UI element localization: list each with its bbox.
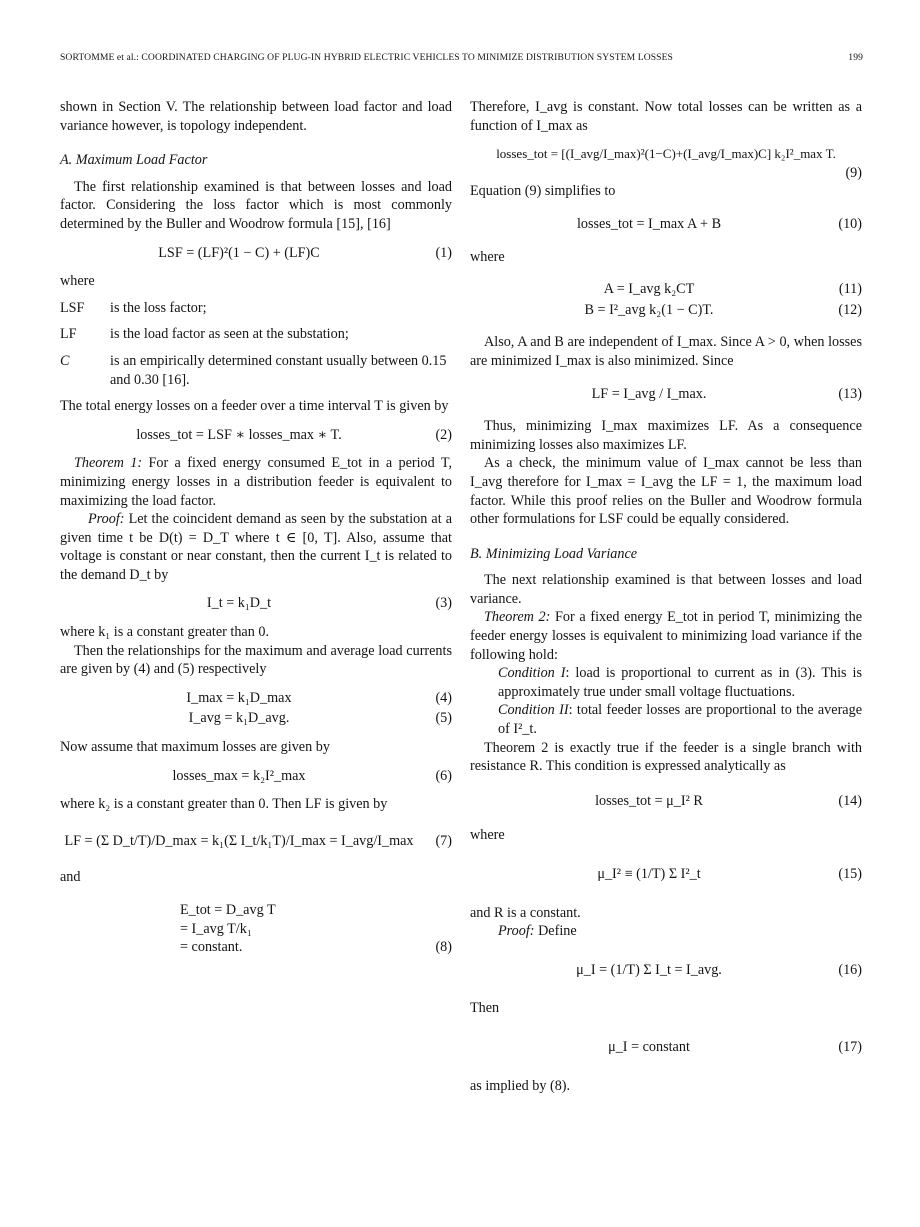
- paragraph: where: [470, 248, 505, 265]
- equation-number: (14): [838, 792, 862, 809]
- definition-term: C: [60, 352, 70, 369]
- paragraph: The first relationship examined is that between losses and load factor. Considering the loss factor which is most commonly determined by the Buller and Woodrow formula [15], [16]: [60, 178, 452, 232]
- equation-number: (17): [838, 1038, 862, 1055]
- equation-body: losses_tot = LSF ∗ losses_max ∗ T.: [136, 426, 342, 443]
- definition-text: is an empirically determined constant usually between 0.15 and 0.30 [16].: [110, 352, 447, 388]
- equation-11: [470, 280, 862, 299]
- condition-text: : total feeder losses are proportional to the average of I²_t.: [498, 702, 862, 738]
- equation-number: (6): [435, 767, 452, 784]
- page-number: 199: [848, 52, 863, 63]
- condition-1: [498, 664, 862, 701]
- equation-9: [470, 145, 862, 164]
- condition-label: Condition I: [498, 665, 566, 682]
- equation-body: I_max = k₁D_max: [186, 689, 292, 706]
- equation-number: (9): [845, 164, 862, 181]
- equation-number: (15): [838, 866, 862, 882]
- equation-16: [470, 961, 862, 980]
- theorem-text: For a fixed energy E_tot in period T, minimizing the feeder energy losses is equivalent to minimizing load variance if the following hold:: [470, 609, 863, 663]
- paragraph: Thus, minimizing I_max maximizes LF. As a consequence minimizing losses also maximizes LF.: [470, 418, 862, 453]
- equation-8: [60, 901, 452, 957]
- equation-number: (4): [435, 689, 452, 706]
- equation-body: LF = (Σ D_t/T)/D_max = k₁(Σ I_t/k₁T)/I_max = I_avg/I_max: [64, 832, 414, 849]
- equation-body: I_t = k₁D_t: [206, 595, 272, 612]
- equation-body: μ_I = constant: [608, 1038, 690, 1055]
- equation-body: B = I²_avg k₂(1 − C)T.: [584, 301, 714, 318]
- definition-item: [60, 325, 452, 344]
- equation-number: (16): [838, 961, 862, 978]
- condition-text: : load is proportional to current as in (3). This is approximately true under small voltage fluctuations.: [498, 665, 863, 700]
- running-header: [60, 52, 863, 63]
- condition-label: Condition II: [498, 702, 569, 719]
- equation-body: losses_max = k₂I²_max: [172, 767, 306, 784]
- proof: [60, 510, 452, 584]
- right-column: [470, 98, 862, 1095]
- equation-number: (5): [435, 710, 452, 727]
- equation-number: (10): [838, 215, 862, 232]
- definition-item: [60, 352, 452, 389]
- equation-line: = constant.: [180, 939, 243, 956]
- equation-body: A = I_avg k₂CT: [603, 281, 695, 298]
- proof: [470, 922, 862, 941]
- equation-10: [470, 215, 862, 234]
- equation-6: [60, 767, 452, 786]
- equation-15: [470, 865, 862, 884]
- theorem-label: Theorem 1:: [74, 455, 143, 472]
- paragraph: where: [470, 827, 505, 844]
- equation-14: [470, 792, 862, 811]
- equation-body: losses_tot = [(I_avg/I_max)²(1−C)+(I_avg/I_max)C] k₂I²_max T.: [496, 146, 836, 162]
- paragraph: Now assume that maximum losses are given by: [60, 739, 330, 756]
- equation-12: [470, 301, 862, 320]
- paragraph: As a check, the minimum value of I_max cannot be less than I_avg therefore for I_max = I_avg the LF = 1, the maximum load factor. While this proof relies on the Buller and Woodrow formula other formulations for LSF could be equally considered.: [470, 455, 862, 528]
- proof-label: Proof:: [88, 511, 125, 528]
- paragraph: Then: [470, 1000, 500, 1017]
- equation-4: [60, 689, 452, 708]
- equation-number: (12): [838, 301, 862, 318]
- equation-line: E_tot = D_avg T: [180, 902, 276, 918]
- paragraph: Then the relationships for the maximum and average load currents are given by (4) and (5) respectively: [60, 642, 452, 678]
- paragraph: Also, A and B are independent of I_max. Since A > 0, when losses are minimized I_max is also minimized. Since: [470, 334, 862, 369]
- equation-3: [60, 594, 452, 613]
- paragraph: where k₂ is a constant greater than 0. Then LF is given by: [60, 796, 388, 813]
- definition-term: LF: [60, 326, 77, 343]
- theorem-text: For a fixed energy consumed E_tot in a period T, minimizing energy losses in a distribution feeder is equivalent to maximizing the load factor.: [60, 455, 453, 509]
- equation-number: (7): [435, 832, 452, 849]
- paragraph: and: [60, 869, 81, 886]
- equation-1: [60, 244, 452, 263]
- definition-list: [60, 299, 452, 389]
- equation-body: LSF = (LF)²(1 − C) + (LF)C: [158, 244, 320, 261]
- definition-term: LSF: [60, 299, 85, 316]
- equation-number: (2): [435, 426, 452, 443]
- equation-number: (1): [435, 244, 452, 261]
- equation-body: μ_I = (1/T) Σ I_t = I_avg.: [576, 961, 722, 978]
- equation-number: (11): [838, 281, 862, 298]
- paragraph: and R is a constant.: [470, 904, 581, 921]
- section-heading-b: B. Minimizing Load Variance: [470, 545, 638, 562]
- equation-13: [470, 385, 862, 404]
- equation-number: (3): [435, 595, 452, 612]
- paragraph: Theorem 2 is exactly true if the feeder is a single branch with resistance R. This condition is expressed analytically as: [470, 739, 862, 775]
- equation-body: losses_tot = μ_I² R: [595, 792, 703, 809]
- equation-17: [470, 1038, 862, 1057]
- equation-7: [60, 832, 452, 851]
- paragraph: shown in Section V. The relationship between load factor and load variance however, is topology independent.: [60, 99, 452, 134]
- equation-body: I_avg = k₁D_avg.: [188, 710, 290, 727]
- paragraph: Therefore, I_avg is constant. Now total losses can be written as a function of I_max as: [470, 99, 862, 134]
- paragraph: as implied by (8).: [470, 1077, 571, 1094]
- equation-number: (8): [435, 939, 452, 956]
- paragraph: Equation (9) simplifies to: [470, 183, 616, 200]
- equation-2: [60, 426, 452, 445]
- proof-text: Let the coincident demand as seen by the substation at a given time t be D(t) = D_T where t ∈ [0, T]. Also, assume that voltage is constant or near constant, then the current I_t is related to the demand D_t by: [60, 511, 452, 583]
- paragraph: where k₁ is a constant greater than 0.: [60, 624, 270, 641]
- proof-label: Proof:: [498, 923, 535, 940]
- paragraph: The total energy losses on a feeder over a time interval T is given by: [60, 398, 449, 415]
- left-column: [60, 98, 452, 967]
- equation-body: LF = I_avg / I_max.: [591, 385, 707, 402]
- equation-body: losses_tot = I_max A + B: [576, 215, 722, 232]
- running-header-title: SORTOMME et al.: COORDINATED CHARGING OF PLUG-IN HYBRID ELECTRIC VEHICLES TO MINIMIZE DISTRIBUTION SYSTEM LOSSES: [60, 52, 673, 63]
- paragraph: where: [60, 273, 95, 290]
- equation-5: [60, 709, 452, 728]
- equation-stack: [180, 901, 418, 957]
- section-heading-a: A. Maximum Load Factor: [60, 152, 208, 169]
- theorem-label: Theorem 2:: [484, 609, 551, 626]
- equation-body: μ_I² ≡ (1/T) Σ I²_t: [597, 866, 701, 882]
- definition-text: is the load factor as seen at the substation;: [110, 326, 349, 343]
- definition-text: is the loss factor;: [110, 299, 207, 316]
- theorem-1: [60, 454, 452, 510]
- equation-line: = I_avg T/k₁: [180, 920, 252, 937]
- equation-number: (13): [838, 385, 862, 402]
- paragraph: The next relationship examined is that between losses and load variance.: [470, 572, 862, 607]
- condition-2: [498, 701, 862, 738]
- theorem-2: [470, 608, 862, 664]
- definition-item: [60, 299, 452, 318]
- proof-text: Define: [538, 923, 577, 940]
